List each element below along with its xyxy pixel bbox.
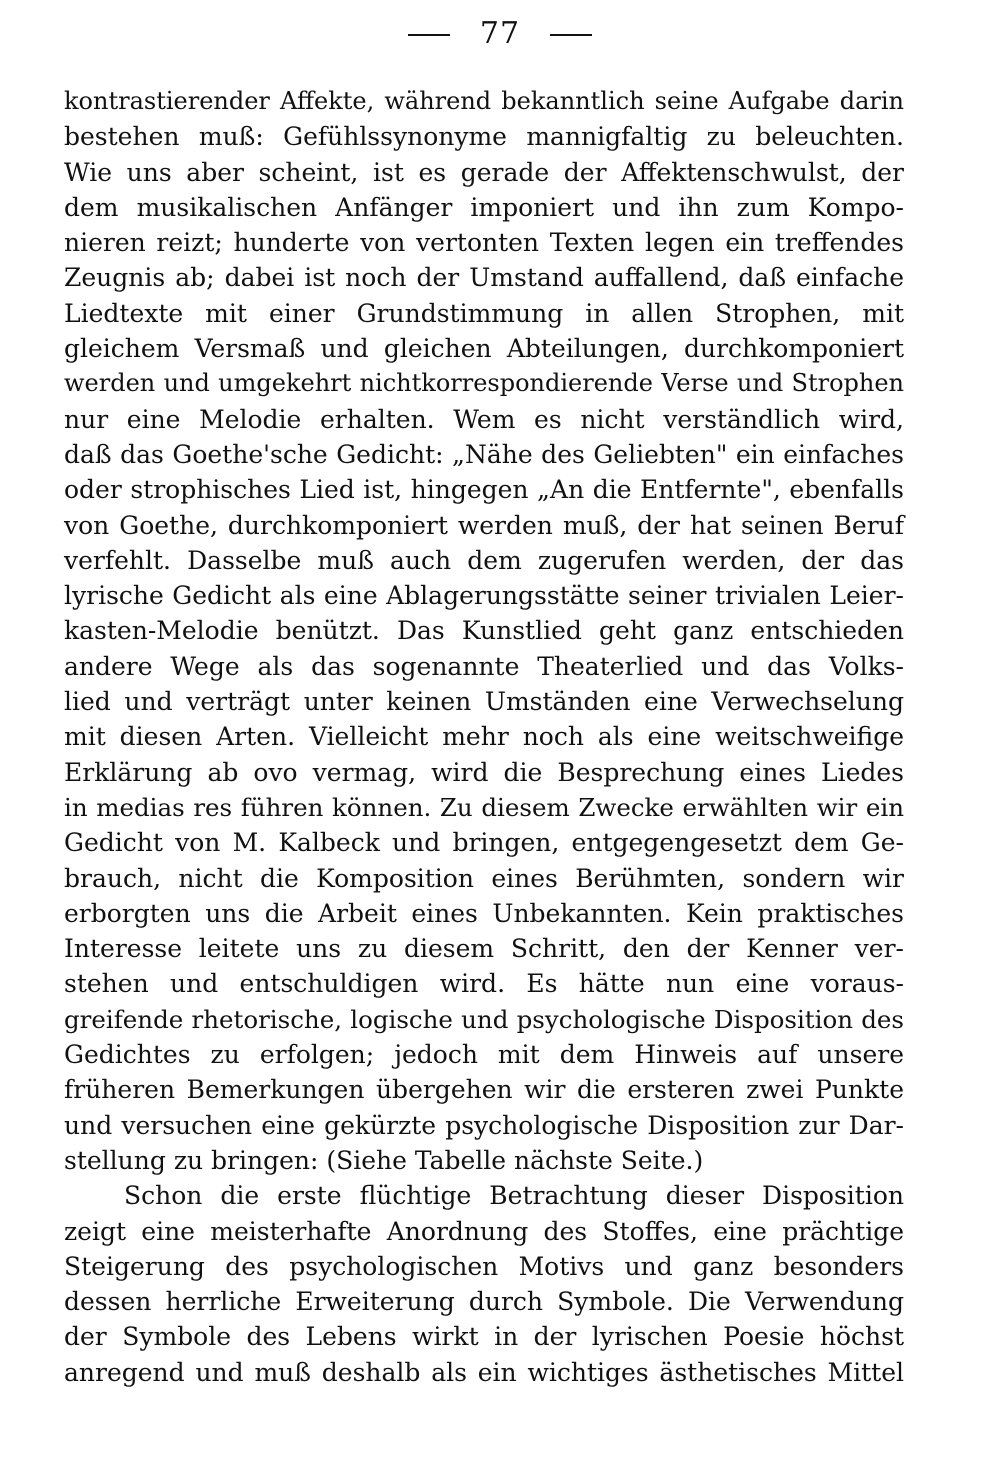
- text-line: und versuchen eine gekürzte psychologische Disposition zur Dar-: [64, 1110, 904, 1140]
- text-line: nieren reizt; hunderte von vertonten Texten legen ein treffendes: [64, 228, 904, 258]
- page-number: 77: [479, 16, 521, 51]
- text-line: stellung zu bringen: (Siehe Tabelle nächste Seite.): [64, 1145, 704, 1175]
- text-line: früheren Bemerkungen übergehen wir die ersteren zwei Punkte: [64, 1075, 904, 1105]
- text-line: kontrastierender Affekte, während bekanntlich seine Aufgabe darin: [64, 87, 904, 115]
- text-line: dessen herrliche Erweiterung durch Symbole. Die Verwendung: [64, 1287, 904, 1317]
- text-line: anregend und muß deshalb als ein wichtiges ästhetisches Mittel: [64, 1357, 904, 1387]
- text-line: Gedichtes zu erfolgen; jedoch mit dem Hinweis auf unsere: [64, 1040, 904, 1070]
- text-line: andere Wege als das sogenannte Theaterlied und das Volks-: [64, 651, 904, 681]
- header-dash-left: [408, 34, 450, 36]
- text-line: verfehlt. Dasselbe muß auch dem zugerufen werden, der das: [64, 545, 904, 575]
- text-line: werden und umgekehrt nichtkorrespondierende Verse und Strophen: [64, 369, 904, 398]
- text-line: in medias res führen können. Zu diesem Zwecke erwählten wir ein: [64, 792, 904, 822]
- paragraph-1: [64, 84, 904, 1178]
- text-line: Gedicht von M. Kalbeck und bringen, entgegengesetzt dem Ge-: [64, 828, 904, 858]
- text-line: lied und verträgt unter keinen Umständen eine Verwechselung: [64, 687, 904, 717]
- text-line: Steigerung des psychologischen Motivs und ganz besonders: [64, 1251, 904, 1281]
- text-line: mit diesen Arten. Vielleicht mehr noch als eine weitschweifige: [64, 722, 904, 752]
- text-line: dem musikalischen Anfänger imponiert und ihn zum Kompo-: [64, 192, 904, 222]
- text-line: Zeugnis ab; dabei ist noch der Umstand auffallend, daß einfache: [64, 263, 904, 293]
- text-line: kasten-Melodie benützt. Das Kunstlied geht ganz entschieden: [64, 616, 904, 646]
- text-line: Wie uns aber scheint, ist es gerade der Affektenschwulst, der: [64, 157, 904, 187]
- text-line: zeigt eine meisterhafte Anordnung des Stoffes, eine prächtige: [64, 1216, 904, 1246]
- text-line: von Goethe, durchkomponiert werden muß, der hat seinen Beruf: [64, 510, 904, 540]
- text-line: Erklärung ab ovo vermag, wird die Besprechung eines Liedes: [64, 757, 904, 787]
- body-text: [64, 84, 904, 1390]
- header-dash-right: [550, 34, 592, 36]
- text-line: lyrische Gedicht als eine Ablagerungsstätte seiner trivialen Leier-: [64, 581, 904, 611]
- text-line: gleichem Versmaß und gleichen Abteilungen, durchkomponiert: [64, 334, 904, 364]
- text-line: oder strophisches Lied ist, hingegen „An die Entfernte", ebenfalls: [64, 475, 904, 505]
- text-line: Liedtexte mit einer Grundstimmung in allen Strophen, mit: [64, 298, 904, 328]
- text-line: stehen und entschuldigen wird. Es hätte nun eine voraus-: [64, 969, 904, 999]
- page-header: [0, 14, 1000, 54]
- text-line: nur eine Melodie erhalten. Wem es nicht verständlich wird,: [64, 404, 904, 434]
- text-line: Schon die erste flüchtige Betrachtung dieser Disposition: [124, 1181, 904, 1211]
- paragraph-2: [64, 1178, 904, 1390]
- text-line: greifende rhetorische, logische und psychologische Disposition des: [64, 1004, 904, 1034]
- text-line: Interesse leitete uns zu diesem Schritt, den der Kenner ver-: [64, 934, 904, 964]
- text-line: brauch, nicht die Komposition eines Berühmten, sondern wir: [64, 863, 904, 893]
- text-line: erborgten uns die Arbeit eines Unbekannten. Kein praktisches: [64, 898, 904, 928]
- text-line: bestehen muß: Gefühlssynonyme mannigfaltig zu beleuchten.: [64, 122, 904, 152]
- text-line: daß das Goethe'sche Gedicht: „Nähe des Geliebten" ein einfaches: [64, 439, 904, 469]
- text-line: der Symbole des Lebens wirkt in der lyrischen Poesie höchst: [64, 1322, 904, 1352]
